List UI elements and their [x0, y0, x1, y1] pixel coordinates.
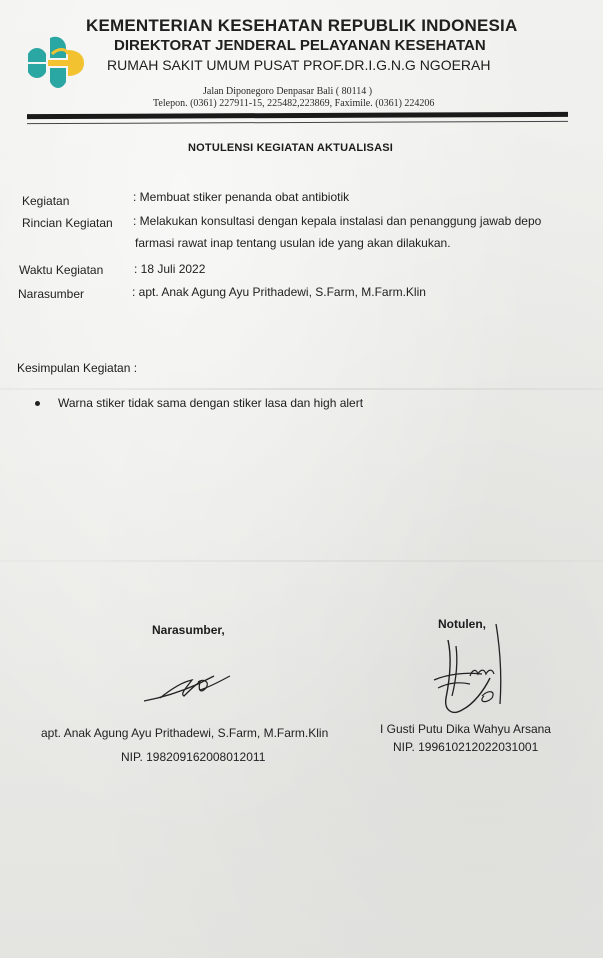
letterhead-address: Jalan Diponegoro Denpasar Bali ( 80114 ) [203, 86, 373, 97]
letterhead-ministry: KEMENTERIAN KESEHATAN REPUBLIK INDONESIA [86, 16, 518, 35]
signature-role-narasumber: Narasumber, [152, 623, 225, 637]
signature-nip-narasumber: NIP. 198209162008012011 [121, 750, 266, 764]
field-value-narasumber: : apt. Anak Agung Ayu Prithadewi, S.Farm, M.Farm.Klin [132, 285, 426, 299]
signature-narasumber-icon [140, 668, 236, 708]
field-value-rincian: : Melakukan konsultasi dengan kepala instalasi dan penanggung jawab depo [133, 214, 542, 228]
document-title: NOTULENSI KEGIATAN AKTUALISASI [188, 142, 394, 154]
signature-name-notulen: I Gusti Putu Dika Wahyu Arsana [380, 722, 551, 736]
letterhead-hospital: RUMAH SAKIT UMUM PUSAT PROF.DR.I.G.N.G NGOERAH [107, 57, 491, 73]
paper-crease [0, 388, 603, 390]
letterhead-rule-thin [27, 121, 568, 124]
field-value-waktu: : 18 Juli 2022 [134, 262, 206, 276]
field-value-rincian-cont: farmasi rawat inap tentang usulan ide yang akan dilakukan. [135, 236, 451, 250]
signature-role-notulen: Notulen, [438, 617, 486, 631]
letterhead-directorate: DIREKTORAT JENDERAL PELAYANAN KESEHATAN [114, 37, 486, 54]
field-label-kegiatan: Kegiatan [22, 194, 70, 208]
kemenkes-logo-icon [22, 32, 90, 94]
field-label-rincian: Rincian Kegiatan [22, 216, 113, 230]
signature-name-narasumber: apt. Anak Agung Ayu Prithadewi, S.Farm, M.Farm.Klin [41, 726, 329, 740]
field-label-narasumber: Narasumber [18, 287, 85, 301]
field-value-kegiatan: : Membuat stiker penanda obat antibiotik [133, 190, 350, 204]
bullet-icon [35, 401, 40, 406]
conclusion-label: Kesimpulan Kegiatan : [17, 361, 138, 375]
letterhead-phone: Telepon. (0361) 227911-15, 225482,223869, Faximile. (0361) 224206 [153, 98, 435, 109]
letterhead-rule-thick [27, 112, 568, 119]
paper-crease [0, 560, 603, 562]
field-label-waktu: Waktu Kegiatan [19, 263, 104, 277]
signature-nip-notulen: NIP. 199610212022031001 [393, 740, 539, 754]
conclusion-item: Warna stiker tidak sama dengan stiker lasa dan high alert [58, 396, 364, 410]
signature-notulen-icon [426, 618, 526, 718]
